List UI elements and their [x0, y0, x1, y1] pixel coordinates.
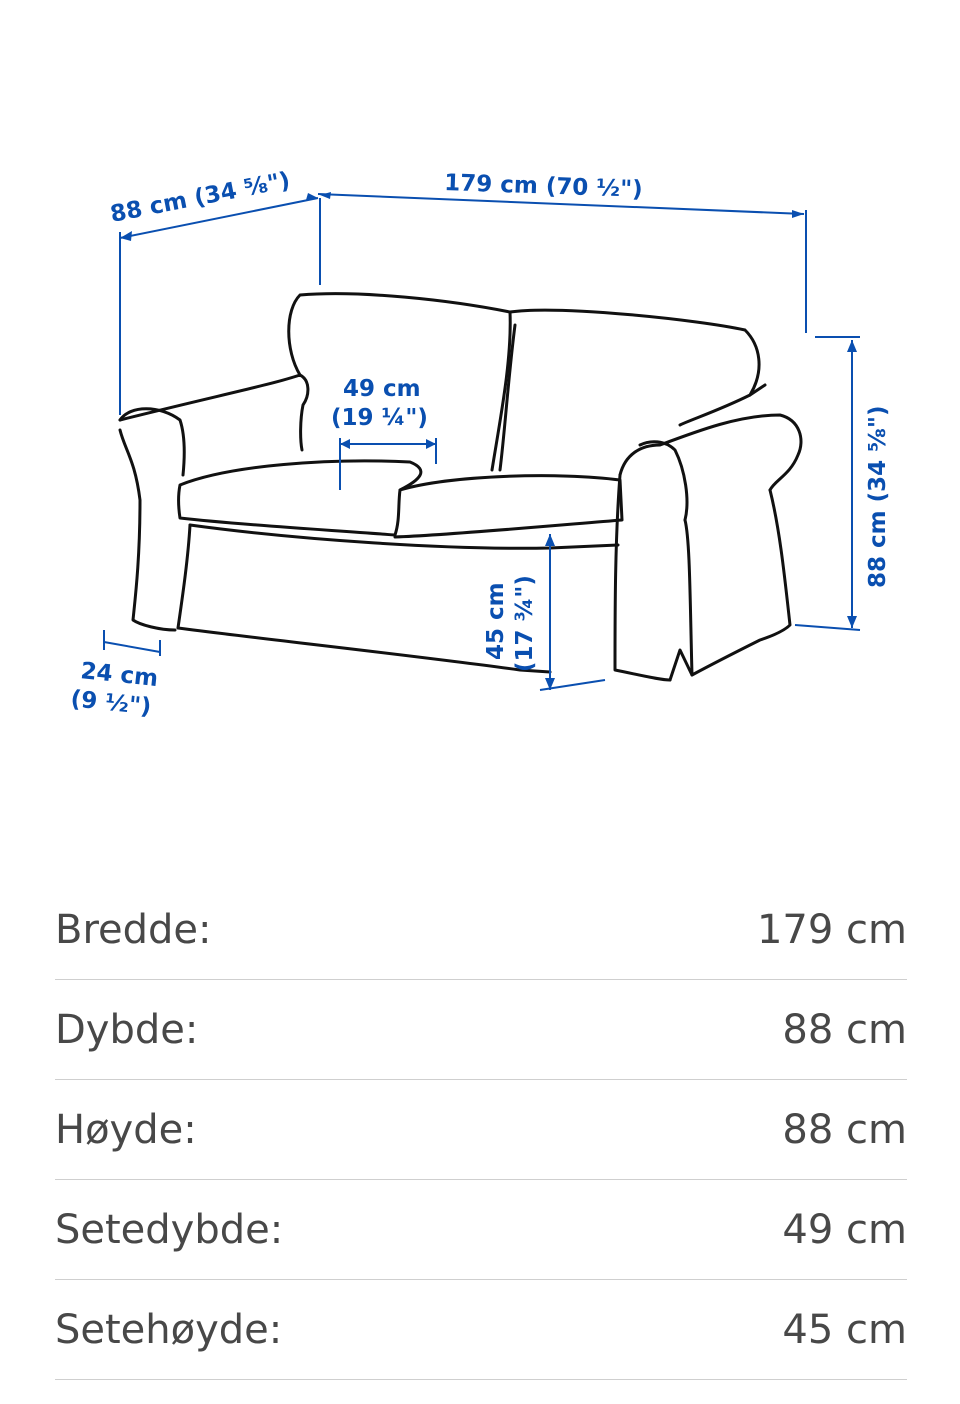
spec-value: 88 cm [782, 1106, 907, 1153]
spec-value: 88 cm [782, 1006, 907, 1053]
seat-height-label-line2: (17 ¾") [512, 575, 538, 672]
spec-row-seat-height [55, 1280, 907, 1380]
spec-row-depth [55, 980, 907, 1080]
arm-width-label-line2: (9 ½") [69, 686, 153, 721]
spec-label: Setedybde: [55, 1206, 284, 1253]
spec-label: Høyde: [55, 1106, 197, 1153]
seat-height-label-line1: 45 cm [483, 582, 509, 660]
spec-label: Dybde: [55, 1006, 199, 1053]
spec-value: 179 cm [756, 906, 907, 953]
spec-label: Bredde: [55, 906, 212, 953]
sofa-drawing [120, 294, 801, 680]
height-dimension-label: 88 cm (34 ⅝") [865, 405, 891, 588]
spec-row-seat-depth [55, 1180, 907, 1280]
spec-row-height [55, 1080, 907, 1180]
dimension-spec-table [55, 880, 907, 1380]
dimension-lines [104, 192, 860, 690]
seat-depth-label-line1: 49 cm [343, 376, 421, 402]
arm-width-label-line1: 24 cm [79, 658, 160, 693]
spec-row-width [55, 880, 907, 980]
spec-value: 45 cm [782, 1306, 907, 1353]
depth-dimension-label: 88 cm (34 ⅝") [108, 167, 293, 228]
spec-value: 49 cm [782, 1206, 907, 1253]
spec-label: Setehøyde: [55, 1306, 283, 1353]
seat-depth-label-line2: (19 ¼") [331, 405, 428, 431]
width-dimension-label: 179 cm (70 ½") [443, 170, 644, 203]
